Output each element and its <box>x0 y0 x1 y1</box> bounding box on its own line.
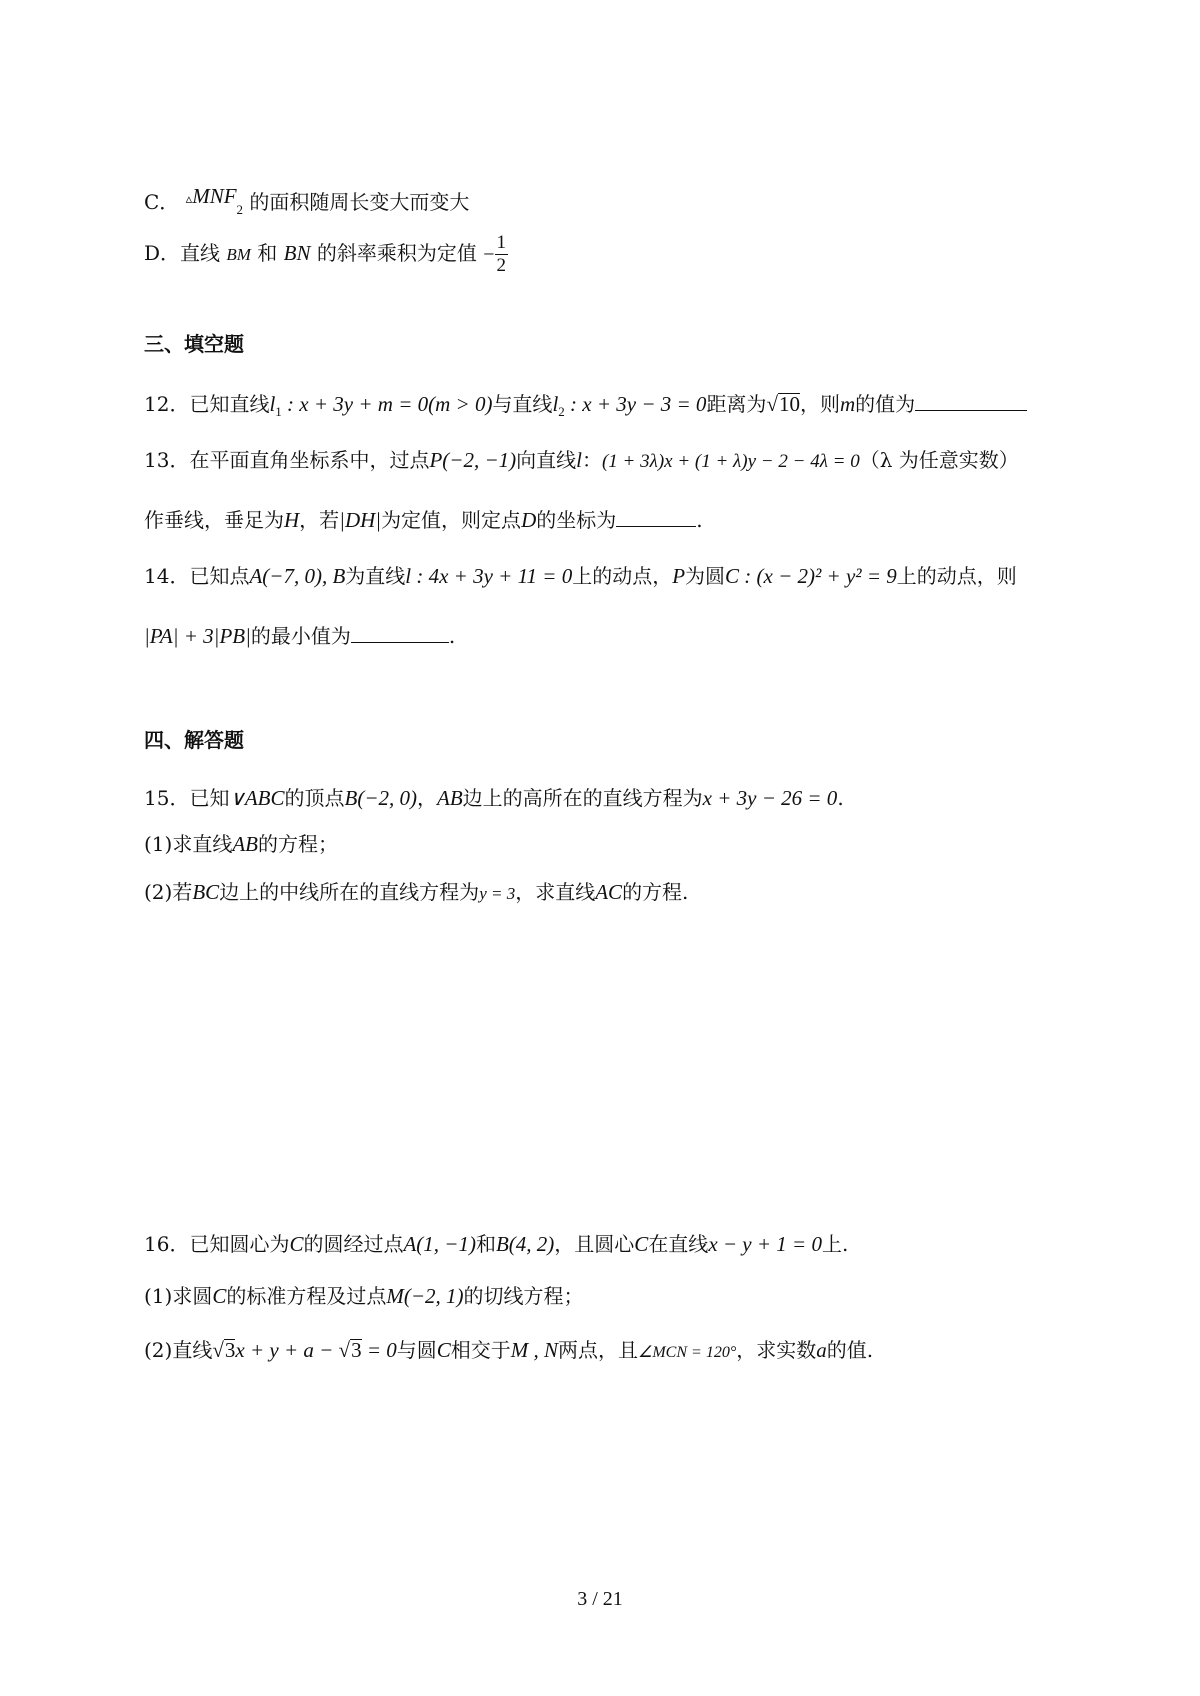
answer-blank[interactable] <box>915 388 1027 411</box>
text: 13．在平面直角坐标系中，过点 <box>144 448 430 472</box>
text: 和 <box>475 1232 496 1256</box>
text: 边上的高所在的直线方程为 <box>462 786 703 810</box>
text: ， <box>417 786 437 810</box>
question-14-line-2 <box>144 620 455 650</box>
text: 的方程. <box>622 880 689 904</box>
sqrt-radicand: 3 <box>351 1338 362 1362</box>
math-expression: BC <box>192 880 220 904</box>
math-expression: B(4, 2) <box>495 1232 555 1256</box>
math-expression: ∠MCN = 120° <box>638 1344 737 1361</box>
option-label: D．直线 <box>144 241 221 265</box>
text: 在直线 <box>648 1232 709 1256</box>
subscript: 2 <box>236 202 244 217</box>
math-expression: A(−7, 0), B <box>249 564 346 588</box>
math-expression: BM <box>226 245 251 264</box>
question-16-part-1 <box>144 1282 584 1310</box>
answer-blank[interactable] <box>351 620 449 643</box>
text: 的切线方程； <box>463 1284 584 1308</box>
text: 上. <box>821 1232 849 1256</box>
text: 上的动点， <box>572 564 673 588</box>
sqrt-radicand: 10 <box>778 392 800 416</box>
text: (1)求直线 <box>144 832 233 856</box>
math-variable: D <box>521 508 537 532</box>
math-expression: x + 3y − 26 = 0 <box>702 786 838 810</box>
text: 的坐标为 <box>536 508 617 532</box>
math-expression: l <box>269 392 276 416</box>
text: 12．已知直线 <box>144 392 270 416</box>
answer-blank[interactable] <box>616 504 696 527</box>
math-expression: : x + 3y + m = 0(m > 0) <box>281 392 493 416</box>
math-expression: |PA| + 3|PB| <box>144 624 251 648</box>
math-expression: AB <box>437 786 463 810</box>
text: (2)直线 <box>144 1338 213 1362</box>
text: ，求实数 <box>736 1338 817 1362</box>
page-number: 3 / 21 <box>577 1588 623 1610</box>
text: 的值. <box>826 1338 874 1362</box>
question-15-part-2 <box>144 878 688 908</box>
text: 作垂线，垂足为 <box>144 508 284 532</box>
text: 上的动点，则 <box>896 564 1017 588</box>
text: 为定值，则定点 <box>381 508 522 532</box>
math-variable: C <box>212 1284 227 1308</box>
text: 两点，且 <box>558 1338 638 1362</box>
math-expression: A(1, −1) <box>403 1232 476 1256</box>
math-expression: AB <box>232 832 258 856</box>
option-c <box>144 182 469 224</box>
text: (2)若 <box>144 880 193 904</box>
math-expression: : x + 3y − 3 = 0 <box>564 392 707 416</box>
text: 的最小值为 <box>250 624 351 648</box>
math-expression: |DH| <box>339 508 382 532</box>
text: 为直线 <box>345 564 406 588</box>
math-expression: B(−2, 0) <box>344 786 417 810</box>
text: . <box>448 624 456 648</box>
question-14 <box>144 562 1017 590</box>
math-expression: l <box>552 392 559 416</box>
math-expression: AC <box>595 880 623 904</box>
math-variable: a <box>816 1338 827 1362</box>
option-d <box>144 232 508 277</box>
fraction <box>495 232 509 277</box>
math-expression: y = 3 <box>479 884 516 903</box>
minus-sign: − <box>483 243 495 266</box>
math-expression: BN <box>283 241 311 265</box>
text: 与直线 <box>492 392 553 416</box>
text: 的圆经过点 <box>303 1232 404 1256</box>
sqrt-radicand: 3 <box>224 1338 236 1362</box>
math-expression: P(−2, −1) <box>429 448 517 472</box>
text: 16．已知圆心为 <box>144 1232 290 1256</box>
math-variable: H <box>284 508 300 532</box>
text: 的方程； <box>258 832 338 856</box>
math-variable: C <box>289 1232 304 1256</box>
text: . <box>837 786 844 810</box>
text: 为圆 <box>685 564 726 588</box>
text: . <box>696 508 703 532</box>
text: 相交于 <box>450 1338 511 1362</box>
question-15 <box>144 784 844 812</box>
math-expression: MNF <box>192 184 237 208</box>
text: 15．已知 <box>144 786 230 810</box>
text: 向直线 <box>516 448 577 472</box>
fraction-numerator: 1 <box>496 232 507 253</box>
text: 与圆 <box>396 1338 437 1362</box>
text: 边上的中线所在的直线方程为 <box>219 880 480 904</box>
math-variable: C <box>634 1232 649 1256</box>
text: (1)求圆 <box>144 1284 213 1308</box>
option-text: 的面积随周长变大而变大 <box>249 190 470 214</box>
triangle-symbol: ▵ <box>185 192 193 207</box>
question-12: 12．已知直线$l_1$ : x + 3y + m = 0(m > 0)与直线$l_2$ : x + 3y − 3 = 0距离为√10，则m的值为 <box>144 388 1027 426</box>
math-expression: x − y + 1 = 0 <box>708 1232 822 1256</box>
math-variable: C <box>436 1338 451 1362</box>
math-variable: l <box>576 448 582 472</box>
subscript: 1 <box>275 404 282 419</box>
math-expression: C : (x − 2)² + y² = 9 <box>725 564 897 588</box>
text: 的标准方程及过点 <box>226 1284 387 1308</box>
math-expression: M(−2, 1) <box>386 1284 464 1308</box>
math-expression: = 0 <box>361 1338 397 1362</box>
math-expression: x + y + a − <box>235 1338 339 1362</box>
text: ，且圆心 <box>554 1232 635 1256</box>
question-16 <box>144 1230 848 1258</box>
text: ，求直线 <box>515 880 596 904</box>
fraction-denominator: 2 <box>496 255 507 276</box>
option-label: C． <box>144 190 180 214</box>
text: ： <box>581 448 602 472</box>
text: 距离为 <box>706 392 767 416</box>
text: ，若 <box>299 508 340 532</box>
text: 的值为 <box>855 392 916 416</box>
question-16-part-2: (2)直线√3x + y + a − √3 = 0与圆C相交于M , N两点，且∠MCN = 120°，求实数a的值. <box>144 1338 874 1362</box>
math-expression: ∨ABC <box>229 786 285 810</box>
math-expression: M , N <box>510 1338 558 1362</box>
option-text: 的斜率乘积为定值 <box>310 241 477 265</box>
text: 和 <box>250 241 284 265</box>
text: ，则 <box>799 392 840 416</box>
question-15-part-1 <box>144 830 338 858</box>
question-13 <box>144 446 1019 476</box>
section-heading-fill-blank: 三、填空题 <box>144 332 244 356</box>
question-13-line-2 <box>144 504 703 534</box>
text: 14．已知点 <box>144 564 250 588</box>
math-variable: m <box>839 392 856 416</box>
math-variable: P <box>672 564 686 588</box>
text: 的顶点 <box>284 786 345 810</box>
text: （λ 为任意实数） <box>859 448 1019 472</box>
math-expression: (1 + 3λ)x + (1 + λ)y − 2 − 4λ = 0 <box>601 451 860 472</box>
math-expression: l : 4x + 3y + 11 = 0 <box>405 564 573 588</box>
section-heading-solutions: 四、解答题 <box>144 728 244 752</box>
subscript: 2 <box>558 404 565 419</box>
